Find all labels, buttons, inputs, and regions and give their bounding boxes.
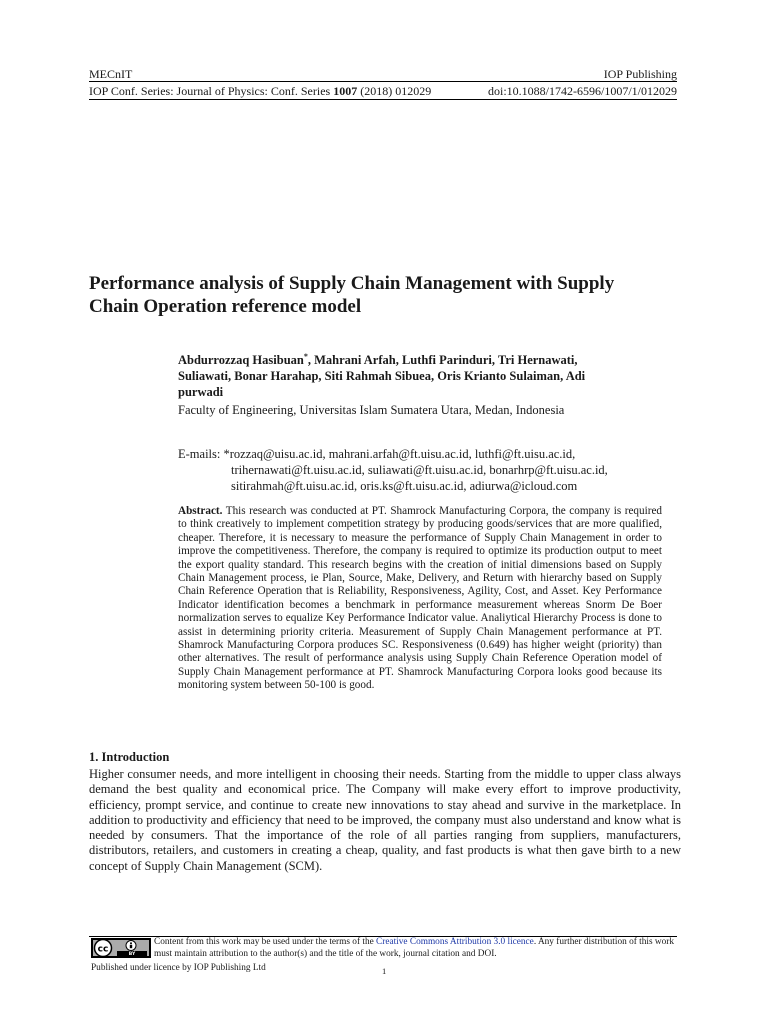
conference-name: MECnIT bbox=[89, 67, 133, 81]
by-mark: BY bbox=[128, 952, 136, 958]
license-link[interactable]: Creative Commons Attribution 3.0 licence bbox=[376, 937, 534, 947]
author-first: Abdurrozzaq Hasibuan bbox=[178, 353, 304, 368]
emails-line-1: E-mails: *rozzaq@uisu.ac.id, mahrani.arfah@ft.uisu.ac.id, luthfi@ft.uisu.ac.id, bbox=[178, 447, 576, 461]
abstract-label: Abstract. bbox=[178, 505, 223, 517]
intro-paragraph: Higher consumer needs, and more intelligent in choosing their needs. Starting from the middle to upper class always demand the best quality and economical price. The Company will make every effort to improve productivity, efficiency, prompt service, and continue to create new innovations to stay ahead and survive in the marketplace. In addition to productivity and efficiency that need to be improved, the company must also understand and know what is needed by consumers. That the importance of the role of all parties ranging from suppliers, manufacturers, distributors, retailers, and customers in creating a cheap, quality, and fast products is what then gave birth to a new concept of Supply Chain Management (SCM). bbox=[89, 767, 681, 873]
abstract-text: This research was conducted at PT. Shamrock Manufacturing Corpora, the company is required to think creatively to implement competition strategy by producing goods/services that are more qualified, cheaper. Therefore, it is necessary to measure the performance of Supply Chain Management in order to improve the competitiveness. Therefore, the company is required to optimize its production output to meet the export quality standard. This research begins with the creation of initial dimensions based on Supply Chain Management process, ie Plan, Source, Make, Delivery, and Return with hierarchy based on Supply Chain Reference Operation that is Reliability, Responsiveness, Agility, Cost, and Asset. Key Performance Indicator identification becomes a benchmark in performance measurement whereas Snorm De Boer normalization serves to equalize Key Performance Indicator value. Analiytical Hierarchy Process is done to assist in determining priority criteria. Measurement of Supply Chain Management performance at PT. Shamrock Manufacturing Corpora produces SC. Responsiveness (0.649) has higher weight (priority) than other alternatives. The result of performance analysis using Supply Chain Reference Operation model of Supply Chain Management performance at PT. Shamrock Manufacturing Corpora looks good because its monitoring system between 50-100 is good. bbox=[178, 505, 662, 692]
author-list bbox=[178, 349, 648, 400]
license-notice: Content from this work may be used under the terms of the Creative Commons Attribution 3.0 licence. Any further distribution of this work must maintain attribution to the author(s) and the title of the work, journal citation and DOI. bbox=[154, 937, 675, 959]
email-list bbox=[178, 446, 608, 494]
paper-title bbox=[89, 272, 689, 318]
authors-line-2: Suliawati, Bonar Harahap, Siti Rahmah Sibuea, Oris Krianto Sulaiman, Adi bbox=[178, 369, 586, 384]
title-line-1: Performance analysis of Supply Chain Management with Supply bbox=[89, 273, 615, 294]
cc-by-license-icon bbox=[91, 938, 151, 958]
authors-line-3: purwadi bbox=[178, 385, 224, 400]
cc-mark: cc bbox=[97, 944, 109, 955]
emails-line-2: trihernawati@ft.uisu.ac.id, suliawati@ft.uisu.ac.id, bonarhrp@ft.uisu.ac.id, bbox=[231, 463, 608, 477]
abstract bbox=[178, 505, 662, 693]
published-notice: Published under licence by IOP Publishing Ltd bbox=[91, 963, 266, 973]
authors-line-1: , Mahrani Arfah, Luthfi Parinduri, Tri Hernawati, bbox=[307, 353, 578, 368]
doi: doi:10.1088/1742-6596/1007/1/012029 bbox=[488, 84, 677, 98]
corresponding-mark: * bbox=[303, 352, 308, 361]
section-heading: 1. Introduction bbox=[89, 750, 170, 764]
header-divider-bottom bbox=[89, 99, 677, 100]
emails-line-3: sitirahmah@ft.uisu.ac.id, oris.ks@ft.uisu.ac.id, adiurwa@icloud.com bbox=[231, 479, 578, 493]
affiliation: Faculty of Engineering, Universitas Islam Sumatera Utara, Medan, Indonesia bbox=[178, 403, 565, 417]
page-number: 1 bbox=[382, 966, 387, 976]
series-info: IOP Conf. Series: Journal of Physics: Conf. Series 1007 (2018) 012029 bbox=[89, 84, 432, 98]
title-line-2: Chain Operation reference model bbox=[89, 296, 362, 317]
header-divider bbox=[89, 81, 677, 82]
publisher-name: IOP Publishing bbox=[603, 67, 677, 81]
